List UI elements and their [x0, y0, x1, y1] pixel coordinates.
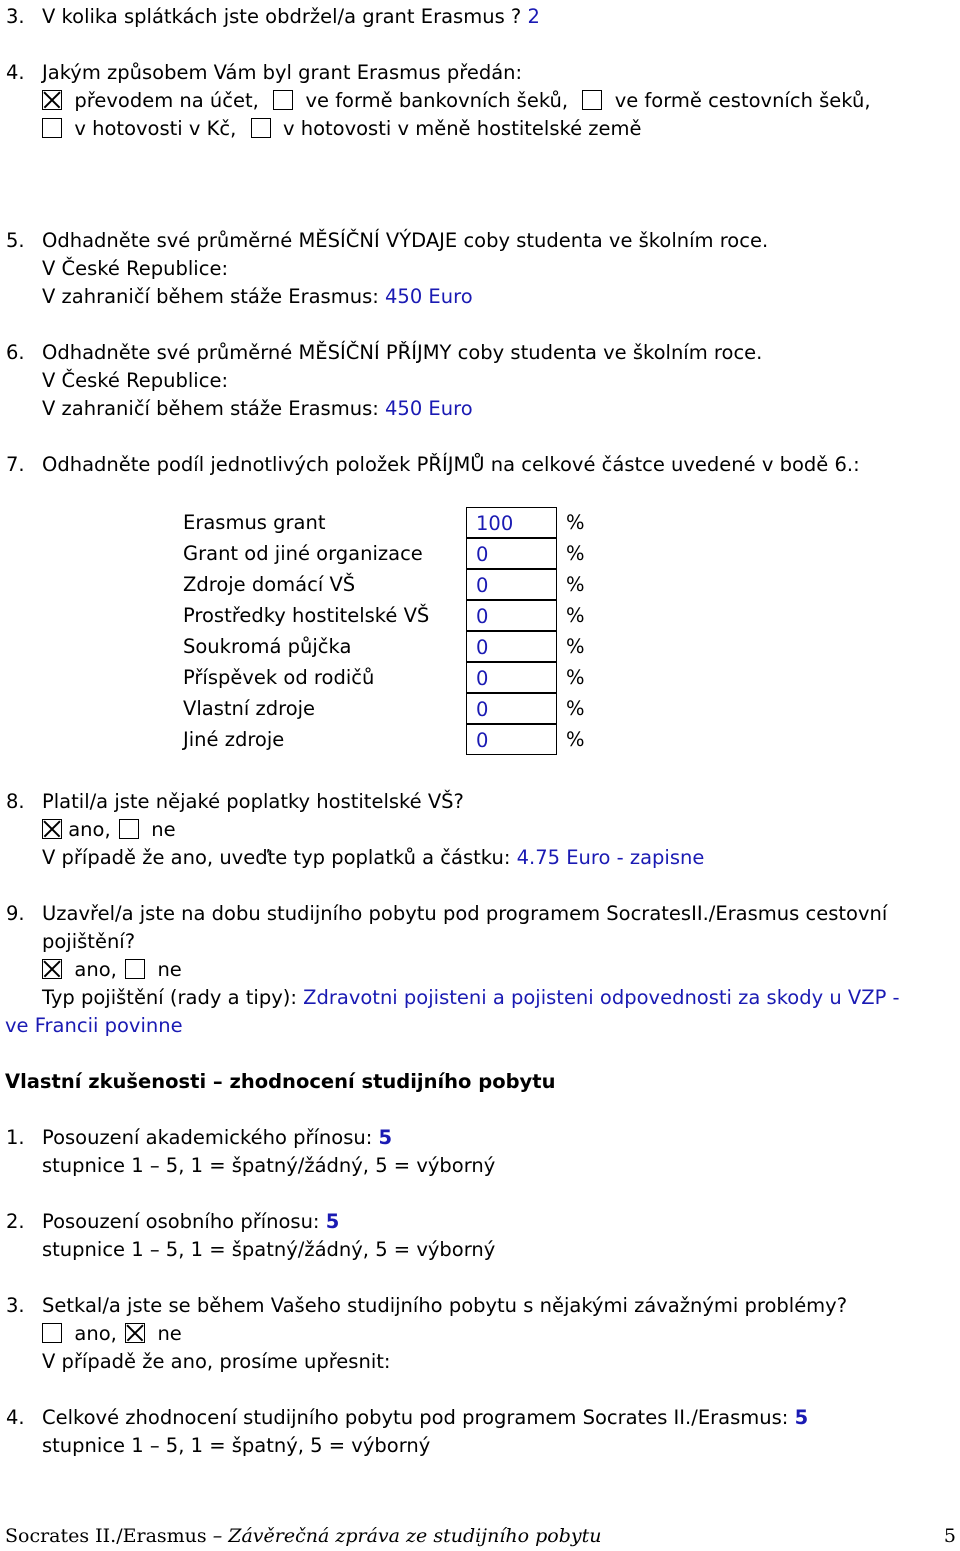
abroad-value: 450 Euro	[385, 397, 473, 420]
scale-note: stupnice 1 – 5, 1 = špatný/žádný, 5 = výborný	[42, 1154, 496, 1177]
question-number: 6.	[6, 341, 25, 364]
abroad-label: V zahraničí během stáže Erasmus:	[42, 285, 379, 308]
no-label: ne	[157, 958, 182, 981]
option-label: převodem na účet,	[74, 89, 259, 112]
percent-unit: %	[566, 697, 585, 720]
question-text: Jakým způsobem Vám byl grant Erasmus předán:	[42, 61, 523, 84]
yes-label: ano,	[68, 818, 111, 841]
row-label: Zdroje domácí VŠ	[183, 573, 356, 596]
question-number: 1.	[6, 1126, 25, 1149]
option-label: ve formě cestovních šeků,	[614, 89, 871, 112]
footer-title	[5, 1522, 601, 1550]
percent-unit: %	[566, 542, 585, 565]
row-label: Příspěvek od rodičů	[183, 666, 375, 689]
question-text: Uzavřel/a jste na dobu studijního pobytu pod programem SocratesII./Erasmus cestovní	[42, 902, 888, 925]
checkbox-no[interactable]	[119, 819, 139, 839]
abroad-value: 450 Euro	[385, 285, 473, 308]
checkbox-yes[interactable]	[42, 959, 62, 979]
question-number: 3.	[6, 5, 25, 28]
detail-label: V případě že ano, prosíme upřesnit:	[42, 1350, 391, 1373]
rating-value: 5	[378, 1126, 393, 1149]
checkbox-travel-cheques[interactable]	[582, 90, 602, 110]
scale-note: stupnice 1 – 5, 1 = špatný, 5 = výborný	[42, 1434, 431, 1457]
percentage-field[interactable]: 0	[466, 662, 557, 693]
row-label: Soukromá půjčka	[183, 635, 352, 658]
question-number: 2.	[6, 1210, 25, 1233]
option-label: v hotovosti v měně hostitelské země	[282, 117, 642, 140]
question-number: 7.	[6, 453, 25, 476]
page-number: 5	[943, 1525, 956, 1547]
question-text: Posouzení akademického přínosu:	[42, 1126, 373, 1149]
question-text: Celkové zhodnocení studijního pobytu pod programem Socrates II./Erasmus:	[42, 1406, 789, 1429]
question-text: Odhadněte své průměrné MĚSÍČNÍ VÝDAJE coby studenta ve školním roce.	[42, 229, 769, 252]
percentage-field[interactable]: 0	[466, 569, 557, 600]
yes-label: ano,	[74, 1322, 117, 1345]
row-label: Erasmus grant	[183, 511, 326, 534]
question-number: 4.	[6, 1406, 25, 1429]
percentage-field[interactable]: 0	[466, 600, 557, 631]
rating-value: 5	[325, 1210, 340, 1233]
question-number: 9.	[6, 902, 25, 925]
checkbox-bank-transfer[interactable]	[42, 90, 62, 110]
question-text: Odhadněte podíl jednotlivých položek PŘÍJMŮ na celkové částce uvedené v bodě 6.:	[42, 453, 860, 476]
cz-label: V České Republice:	[42, 369, 229, 392]
percent-unit: %	[566, 511, 585, 534]
answer-value: 2	[527, 5, 540, 28]
section-heading: Vlastní zkušenosti – zhodnocení studijního pobytu	[5, 1070, 556, 1093]
percentage-field[interactable]: 0	[466, 724, 557, 755]
no-label: ne	[157, 1322, 182, 1345]
row-label: Prostředky hostitelské VŠ	[183, 604, 430, 627]
checkbox-cash-czk[interactable]	[42, 118, 62, 138]
question-number: 3.	[6, 1294, 25, 1317]
percent-unit: %	[566, 635, 585, 658]
question-text: Posouzení osobního přínosu:	[42, 1210, 320, 1233]
question-text-continued: pojištění?	[42, 930, 136, 953]
detail-value: 4.75 Euro - zapisne	[516, 846, 705, 869]
percent-unit: %	[566, 573, 585, 596]
cz-label: V České Republice:	[42, 257, 229, 280]
insurance-type-value: Zdravotni pojisteni a pojisteni odpovednosti za skody u VZP -	[303, 986, 900, 1009]
footer-document-title: – Závěrečná zpráva ze studijního pobytu	[212, 1525, 602, 1547]
checkbox-yes[interactable]	[42, 819, 62, 839]
option-label: ve formě bankovních šeků,	[305, 89, 569, 112]
no-label: ne	[151, 818, 176, 841]
question-number: 8.	[6, 790, 25, 813]
question-text: Odhadněte své průměrné MĚSÍČNÍ PŘÍJMY coby studenta ve školním roce.	[42, 341, 763, 364]
footer-program: Socrates II./Erasmus	[5, 1525, 207, 1547]
percent-unit: %	[566, 666, 585, 689]
percent-unit: %	[566, 728, 585, 751]
checkbox-cash-host-currency[interactable]	[251, 118, 271, 138]
percentage-field[interactable]: 100	[466, 507, 557, 538]
row-label: Grant od jiné organizace	[183, 542, 423, 565]
question-number: 4.	[6, 61, 25, 84]
checkbox-yes[interactable]	[42, 1323, 62, 1343]
question-text: V kolika splátkách jste obdržel/a grant Erasmus ?	[42, 5, 522, 28]
checkbox-no[interactable]	[125, 1323, 145, 1343]
row-label: Vlastní zdroje	[183, 697, 316, 720]
yes-label: ano,	[74, 958, 117, 981]
insurance-type-label: Typ pojištění (rady a tipy):	[42, 986, 297, 1009]
abroad-label: V zahraničí během stáže Erasmus:	[42, 397, 379, 420]
rating-value: 5	[794, 1406, 809, 1429]
detail-label: V případě že ano, uveďte typ poplatků a částku:	[42, 846, 511, 869]
page-footer	[0, 1522, 960, 1550]
percentage-field[interactable]: 0	[466, 693, 557, 724]
option-label: v hotovosti v Kč,	[74, 117, 237, 140]
checkbox-bank-cheques[interactable]	[273, 90, 293, 110]
question-number: 5.	[6, 229, 25, 252]
percentage-field[interactable]: 0	[466, 631, 557, 662]
checkbox-no[interactable]	[125, 959, 145, 979]
percentage-field[interactable]: 0	[466, 538, 557, 569]
percent-unit: %	[566, 604, 585, 627]
question-text: Platil/a jste nějaké poplatky hostitelské VŠ?	[42, 790, 464, 813]
scale-note: stupnice 1 – 5, 1 = špatný/žádný, 5 = výborný	[42, 1238, 496, 1261]
insurance-type-value-continued: ve Francii povinne	[5, 1014, 183, 1037]
question-text: Setkal/a jste se během Vašeho studijního pobytu s nějakými závažnými problémy?	[42, 1294, 848, 1317]
row-label: Jiné zdroje	[183, 728, 285, 751]
